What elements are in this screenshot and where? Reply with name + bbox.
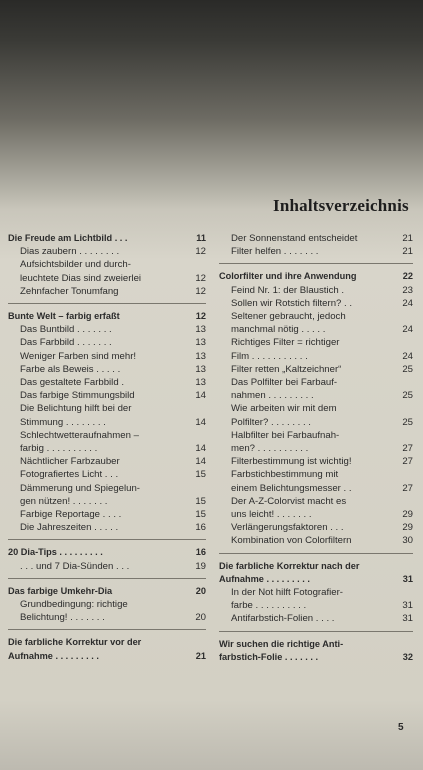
toc-entry-title: Wir suchen die richtige Anti- bbox=[219, 638, 344, 649]
toc-entry bbox=[8, 560, 206, 573]
section-divider bbox=[219, 263, 413, 264]
toc-page-number: 14 bbox=[195, 443, 206, 455]
toc-entry-title: Dämmerung und Spiegelun- bbox=[20, 482, 140, 494]
toc-entry-title: Filter helfen . . . . . . . bbox=[231, 246, 319, 258]
toc-page-number: 30 bbox=[402, 535, 413, 547]
section-divider bbox=[8, 578, 206, 579]
toc-entry-title: gen nützen! . . . . . . . bbox=[20, 495, 108, 507]
toc-entry-title: Seltener gebraucht, jedoch bbox=[231, 311, 346, 323]
toc-entry bbox=[219, 323, 413, 336]
toc-page-number: 29 bbox=[402, 522, 413, 534]
toc-page-number: 31 bbox=[402, 573, 413, 584]
toc-page-number: 12 bbox=[195, 272, 206, 284]
toc-page-number: 24 bbox=[402, 324, 413, 336]
toc-section-entry bbox=[8, 585, 206, 598]
toc-entry-title: Stimmung . . . . . . . . bbox=[20, 416, 106, 428]
toc-entry-title: Sollen wir Rotstich filtern? . . bbox=[231, 297, 353, 309]
toc-entry bbox=[8, 285, 206, 298]
toc-page-number: 13 bbox=[195, 324, 206, 336]
toc-section-entry bbox=[219, 270, 413, 283]
toc-page-number: 25 bbox=[402, 363, 413, 375]
toc-section-entry bbox=[8, 232, 206, 245]
toc-entry-title: Das Farbbild . . . . . . . bbox=[20, 337, 112, 349]
toc-page-number: 25 bbox=[402, 416, 413, 428]
toc-page-number: 15 bbox=[195, 509, 206, 521]
toc-entry-title: farbe . . . . . . . . . . bbox=[231, 600, 307, 612]
toc-page-number: 27 bbox=[402, 456, 413, 468]
toc-page-number: 15 bbox=[195, 469, 206, 481]
toc-entry bbox=[8, 389, 206, 402]
toc-entry-title: Zehnfacher Tonumfang bbox=[20, 285, 119, 297]
toc-entry bbox=[8, 508, 206, 521]
toc-entry bbox=[219, 442, 413, 455]
toc-entry bbox=[8, 429, 206, 442]
section-divider bbox=[8, 539, 206, 540]
toc-entry bbox=[8, 468, 206, 481]
toc-page-number: 12 bbox=[195, 246, 206, 258]
toc-page-number: 21 bbox=[195, 650, 206, 661]
toc-entry bbox=[8, 482, 206, 495]
toc-entry-title: Farbstichbestimmung mit bbox=[231, 469, 339, 481]
toc-entry-title: Aufnahme . . . . . . . . . bbox=[219, 573, 310, 584]
toc-page-number: 20 bbox=[195, 612, 206, 624]
toc-entry-title: Halbfilter bei Farbaufnah- bbox=[231, 429, 340, 441]
toc-entry-title: Das Polfilter bei Farbauf- bbox=[231, 377, 338, 389]
toc-entry-title: Filterbestimmung ist wichtig! bbox=[231, 456, 352, 468]
toc-entry-title: In der Not hilft Fotografier- bbox=[231, 587, 343, 599]
toc-page-number: 15 bbox=[195, 495, 206, 507]
toc-entry bbox=[8, 350, 206, 363]
toc-entry-title: Grundbedingung: richtige bbox=[20, 599, 128, 611]
toc-section-entry bbox=[219, 638, 413, 651]
toc-entry-title: Farbige Reportage . . . . bbox=[20, 509, 122, 521]
toc-entry bbox=[8, 272, 206, 285]
toc-entry-title: 20 Dia-Tips . . . . . . . . . bbox=[8, 547, 103, 558]
toc-entry-title: Polfilter? . . . . . . . . bbox=[231, 416, 311, 428]
toc-section-entry bbox=[8, 310, 206, 323]
toc-entry bbox=[8, 521, 206, 534]
toc-page-number: 21 bbox=[402, 233, 413, 244]
toc-entry bbox=[8, 611, 206, 624]
toc-page-number: 13 bbox=[195, 377, 206, 389]
toc-section-entry bbox=[219, 651, 413, 664]
toc-entry bbox=[8, 336, 206, 349]
toc-page-number: 31 bbox=[402, 613, 413, 625]
toc-entry-title: Richtiges Filter = richtiger bbox=[231, 337, 340, 349]
section-divider bbox=[8, 629, 206, 630]
toc-entry-title: Das farbige Umkehr-Dia bbox=[8, 585, 113, 596]
toc-entry-title: Colorfilter und ihre Anwendung bbox=[219, 271, 357, 282]
toc-entry bbox=[8, 258, 206, 271]
toc-entry-title: Belichtung! . . . . . . . bbox=[20, 612, 105, 624]
toc-page-number: 14 bbox=[195, 390, 206, 402]
toc-entry bbox=[219, 402, 413, 415]
toc-entry-title: Die farbliche Korrektur nach der bbox=[219, 560, 360, 571]
toc-entry-title: Nächtlicher Farbzauber bbox=[20, 456, 120, 468]
toc-entry bbox=[219, 376, 413, 389]
toc-entry bbox=[219, 586, 413, 599]
toc-entry-title: Wie arbeiten wir mit dem bbox=[231, 403, 337, 415]
toc-page-number: 23 bbox=[402, 284, 413, 296]
toc-page-number: 24 bbox=[402, 350, 413, 362]
toc-entry-title: Antifarbstich-Folien . . . . bbox=[231, 613, 335, 625]
toc-entry bbox=[8, 598, 206, 611]
toc-entry-title: Die Freude am Lichtbild . . . bbox=[8, 233, 128, 243]
toc-page-number: 32 bbox=[402, 651, 413, 662]
toc-entry bbox=[219, 455, 413, 468]
toc-entry bbox=[219, 232, 413, 245]
toc-entry bbox=[219, 599, 413, 612]
toc-page-number: 16 bbox=[195, 547, 206, 558]
toc-entry bbox=[219, 482, 413, 495]
toc-page-number: 13 bbox=[195, 350, 206, 362]
toc-left-column bbox=[8, 232, 206, 663]
toc-entry bbox=[219, 612, 413, 625]
toc-entry-title: Aufnahme . . . . . . . . . bbox=[8, 650, 99, 661]
toc-entry bbox=[219, 284, 413, 297]
toc-entry-title: leuchtete Dias sind zweierlei bbox=[20, 272, 142, 284]
toc-page-number: 27 bbox=[402, 482, 413, 494]
toc-entry bbox=[219, 350, 413, 363]
toc-entry-title: Aufsichtsbilder und durch- bbox=[20, 259, 131, 271]
toc-entry bbox=[219, 389, 413, 402]
toc-entry-title: Die Belichtung hilft bei der bbox=[20, 403, 132, 415]
toc-entry-title: Das gestaltete Farbbild . bbox=[20, 377, 124, 389]
toc-entry bbox=[219, 245, 413, 258]
toc-entry-title: uns leicht! . . . . . . . bbox=[231, 509, 312, 521]
toc-section-entry bbox=[8, 650, 206, 663]
toc-entry bbox=[8, 376, 206, 389]
toc-entry-title: Das farbige Stimmungsbild bbox=[20, 390, 135, 402]
toc-page-number: 25 bbox=[402, 390, 413, 402]
toc-entry-title: Schlechtwetteraufnahmen – bbox=[20, 429, 139, 441]
toc-entry bbox=[219, 297, 413, 310]
toc-entry bbox=[219, 534, 413, 547]
toc-entry-title: Der Sonnenstand entscheidet bbox=[231, 233, 358, 244]
toc-page-number: 12 bbox=[195, 285, 206, 297]
toc-entry-title: . . . und 7 Dia-Sünden . . . bbox=[20, 560, 130, 572]
toc-entry-title: manchmal nötig . . . . . bbox=[231, 324, 326, 336]
page-title: Inhaltsverzeichnis bbox=[273, 196, 409, 215]
toc-page-number: 13 bbox=[195, 363, 206, 375]
page-number: 5 bbox=[398, 722, 404, 733]
toc-entry-title: Kombination von Colorfiltern bbox=[231, 535, 352, 547]
toc-entry bbox=[219, 521, 413, 534]
toc-page-number: 19 bbox=[195, 560, 206, 572]
toc-entry-title: farbig . . . . . . . . . . bbox=[20, 443, 98, 455]
toc-entry-title: Bunte Welt – farbig erfaßt bbox=[8, 311, 120, 322]
toc-entry bbox=[219, 429, 413, 442]
toc-entry bbox=[219, 495, 413, 508]
toc-section-entry bbox=[219, 573, 413, 586]
toc-page-number: 13 bbox=[195, 337, 206, 349]
toc-entry-title: Farbe als Beweis . . . . . bbox=[20, 363, 121, 375]
toc-entry bbox=[8, 323, 206, 336]
toc-page-number: 14 bbox=[195, 456, 206, 468]
toc-page-number: 21 bbox=[402, 246, 413, 258]
toc-page-number: 31 bbox=[402, 600, 413, 612]
toc-entry-title: Film . . . . . . . . . . . bbox=[231, 350, 308, 362]
toc-entry-title: Weniger Farben sind mehr! bbox=[20, 350, 137, 362]
toc-page-number: 14 bbox=[195, 416, 206, 428]
toc-entry-title: Die farbliche Korrektur vor der bbox=[8, 637, 142, 648]
toc-entry bbox=[219, 508, 413, 521]
toc-entry bbox=[8, 442, 206, 455]
toc-right-column bbox=[219, 232, 413, 664]
toc-entry bbox=[219, 310, 413, 323]
section-divider bbox=[219, 631, 413, 632]
toc-section-entry bbox=[8, 546, 206, 559]
toc-entry-title: Feind Nr. 1: der Blaustich . bbox=[231, 284, 345, 296]
toc-entry bbox=[8, 455, 206, 468]
toc-entry bbox=[8, 402, 206, 415]
toc-entry-title: Das Buntbild . . . . . . . bbox=[20, 324, 112, 336]
toc-entry-title: nahmen . . . . . . . . . bbox=[231, 390, 314, 402]
toc-page-number: 16 bbox=[195, 522, 206, 534]
toc-page-number: 29 bbox=[402, 509, 413, 521]
toc-section-entry bbox=[8, 636, 206, 649]
toc-page-number: 20 bbox=[195, 585, 206, 596]
toc-entry-title: Die Jahreszeiten . . . . . bbox=[20, 522, 119, 534]
toc-entry bbox=[8, 363, 206, 376]
toc-entry-title: men? . . . . . . . . . . bbox=[231, 443, 309, 455]
toc-entry bbox=[219, 363, 413, 376]
section-divider bbox=[219, 553, 413, 554]
toc-entry-title: Der A-Z-Colorvist macht es bbox=[231, 495, 347, 507]
toc-entry-title: einem Belichtungsmesser . . bbox=[231, 482, 352, 494]
toc-page-number: 12 bbox=[195, 311, 206, 322]
toc-page-number: 27 bbox=[402, 443, 413, 455]
toc-page-number: 22 bbox=[402, 271, 413, 282]
section-divider bbox=[8, 303, 206, 304]
toc-entry-title: Fotografiertes Licht . . . bbox=[20, 469, 119, 481]
toc-entry bbox=[219, 468, 413, 481]
toc-page-number: 24 bbox=[402, 297, 413, 309]
toc-page-number: 11 bbox=[196, 233, 206, 243]
toc-entry bbox=[219, 416, 413, 429]
toc-section-entry bbox=[219, 560, 413, 573]
toc-entry-title: Filter retten „Kaltzeichner“ bbox=[231, 363, 342, 375]
toc-entry bbox=[8, 416, 206, 429]
toc-entry bbox=[8, 495, 206, 508]
toc-entry bbox=[219, 336, 413, 349]
toc-entry bbox=[8, 245, 206, 258]
toc-entry-title: Verlängerungsfaktoren . . . bbox=[231, 522, 344, 534]
toc-entry-title: Dias zaubern . . . . . . . . bbox=[20, 246, 120, 258]
toc-entry-title: farbstich-Folie . . . . . . . bbox=[219, 651, 319, 662]
